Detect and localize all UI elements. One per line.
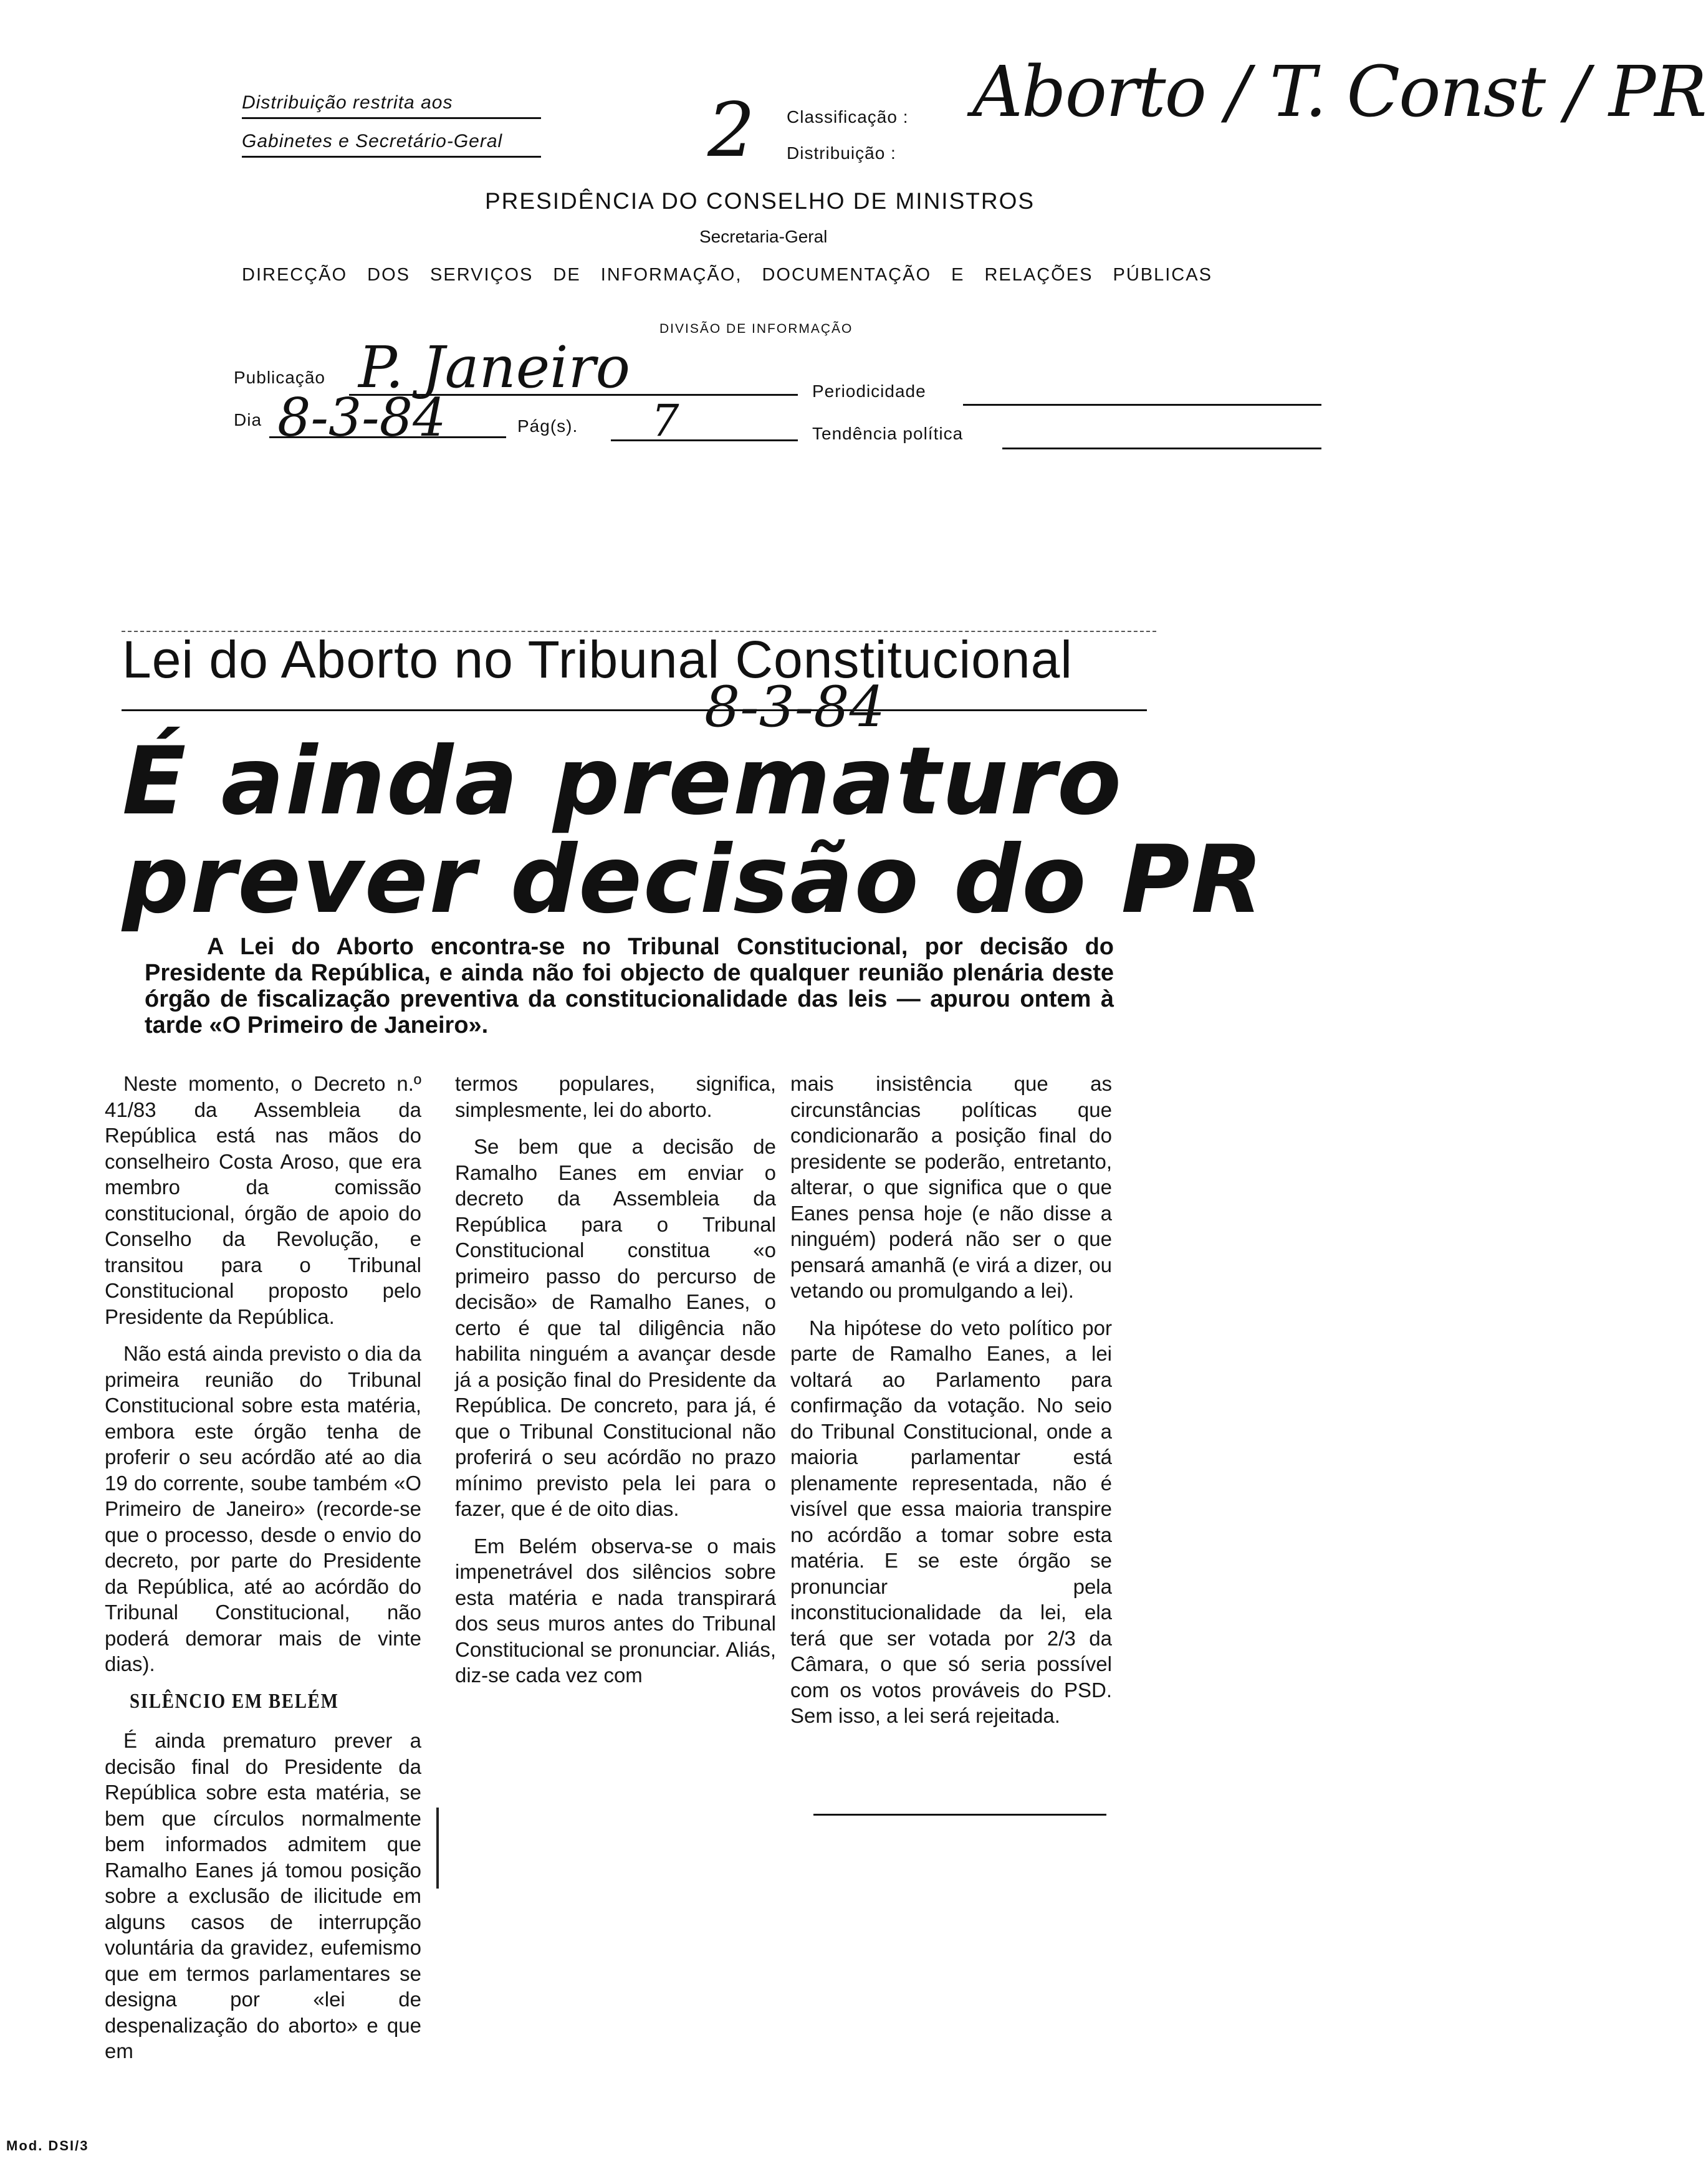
column-2-paragraph-1: termos populares, significa, simplesmente, lei do aborto. [455, 1072, 776, 1121]
dia-label: Dia [234, 410, 262, 429]
org-title: PRESIDÊNCIA DO CONSELHO DE MINISTROS [485, 188, 1035, 214]
tendencia-label: Tendência política [812, 424, 964, 443]
column-2-paragraph-2: Se bem que a decisão de Ramalho Eanes em enviar o decreto da Assembleia da República para o Tribunal Constitucional constitua «o primeiro passo do percurso de decisão» de Ramalho Eanes, o certo é que tal diligência não habilita ninguém a avançar desde já a posição final do Presidente da República. De concreto, para já, é que o Tribunal Constitucional não proferirá o seu acórdão no prazo mínimo previsto pela lei para o fazer, que é de oito dias. [455, 1135, 776, 1520]
handwritten-top-note: Aborto / T. Const / PR [972, 52, 1706, 133]
publicacao-label: Publicação [234, 368, 325, 387]
tendencia-underline [1002, 448, 1321, 449]
column-2-paragraph-3: Em Belém observa-se o mais impenetrável dos silêncios sobre esta matéria e nada transpirará dos seus muros antes do Tribunal Constitucional se pronunciar. Aliás, diz-se cada vez com [455, 1534, 776, 1687]
dia-value: 8-3-84 [277, 387, 446, 448]
classificacao-label: Classificação : [787, 107, 909, 127]
silencio-em-belem-subhead: SILÊNCIO EM BELÉM [130, 1689, 339, 1713]
pags-label: Pág(s). [517, 416, 578, 436]
pags-underline [611, 439, 798, 441]
headline-line-2: prever decisão do PR [122, 826, 1265, 934]
form-code: Mod. DSI/3 [6, 2138, 89, 2153]
handwritten-clip-date: 8-3-84 [704, 674, 885, 740]
article-column-2 [455, 1071, 776, 1700]
article-column-3 [790, 1071, 1112, 1740]
article-column-1 [105, 1071, 421, 2076]
column-3-paragraph-2: Na hipótese do veto político por parte de Ramalho Eanes, a lei voltará ao Parlamento para confirmação da votação. No seio do Tribunal Constitucional, onde a maioria parlamentar está plenamente representada, não é visível que essa maioria transpire no acórdão a tomar sobre esta matéria. E se este órgão se pronunciar pela inconstitucionalidade da lei, ela terá que ser votada por 2/3 da Câmara, o que só seria possível com os votos prováveis do PSD. Sem isso, a lei será rejeitada. [790, 1316, 1112, 1727]
divisao-line: DIVISÃO DE INFORMAÇÃO [659, 322, 853, 336]
column-1-paragraph-3: É ainda prematuro prever a decisão final do Presidente da República sobre esta matéria, se bem que círculos normalmente bem informados admitem que Ramalho Eanes já tomou posição sobre a exclusão de ilicitude em alguns casos de interrupção voluntária da gravidez, eufemismo que em termos parlamentares se designa por «lei de despenalização do aborto» e que em [105, 1729, 421, 2062]
restricted-underline-1 [242, 117, 541, 119]
article-lead: A Lei do Aborto encontra-se no Tribunal Constitucional, por decisão do Presidente da República, e ainda não foi objecto de qualquer reunião plenária deste órgão de fiscalização preventiva da constitucionalidade das leis — apurou ontem à tarde «O Primeiro de Janeiro». [145, 934, 1114, 1038]
distribuicao-label: Distribuição : [787, 143, 896, 163]
handwritten-number: 2 [707, 87, 755, 174]
column-1-paragraph-2: Não está ainda previsto o dia da primeira reunião do Tribunal Constitucional sobre esta matéria, embora este órgão tenha de proferir o seu acórdão até ao dia 19 do corrente, soube também «O Primeiro de Janeiro» (recorde-se que o processo, desde o envio do decreto, por parte do Presidente da República, até ao acórdão do Tribunal Constitucional, não poderá demorar mais de vinte dias). [105, 1342, 421, 1675]
kicker-underline [122, 709, 1147, 711]
dia-underline [269, 436, 506, 438]
direccao-line: DIRECÇÃO DOS SERVIÇOS DE INFORMAÇÃO, DOCUMENTAÇÃO E RELAÇÕES PÚBLICAS [242, 265, 1212, 285]
periodicidade-underline [963, 404, 1321, 406]
restricted-line-2: Gabinetes e Secretário-Geral [242, 131, 503, 151]
column-3-paragraph-1: mais insistência que as circunstâncias políticas que condicionarão a posição final do presidente se poderão, entretanto, alterar, o que significa que o que Eanes pensa hoje (e não disse a ninguém) poderá não ser o que pensará amanhã (e virá a dizer, ou vetando ou promulgando a lei). [790, 1072, 1112, 1302]
column-1-paragraph-1: Neste momento, o Decreto n.º 41/83 da Assembleia da República está nas mãos do conselheiro Costa Aroso, que era membro da comissão constitucional, órgão de apoio do Conselho da Revolução, e transitou para o Tribunal Constitucional proposto pelo Presidente da República. [105, 1072, 421, 1328]
restricted-underline-2 [242, 156, 541, 158]
headline-line-1: É ainda prematuro [122, 727, 1123, 836]
pags-value: 7 [651, 395, 679, 446]
article-kicker: Lei do Aborto no Tribunal Constitucional [122, 630, 1073, 689]
clip-edge-mark [436, 1808, 439, 1889]
publicacao-value: P. Janeiro [358, 334, 630, 401]
org-subtitle: Secretaria-Geral [699, 227, 828, 246]
restricted-line-1: Distribuição restrita aos [242, 92, 453, 113]
article-end-rule [813, 1814, 1106, 1816]
periodicidade-label: Periodicidade [812, 381, 926, 401]
